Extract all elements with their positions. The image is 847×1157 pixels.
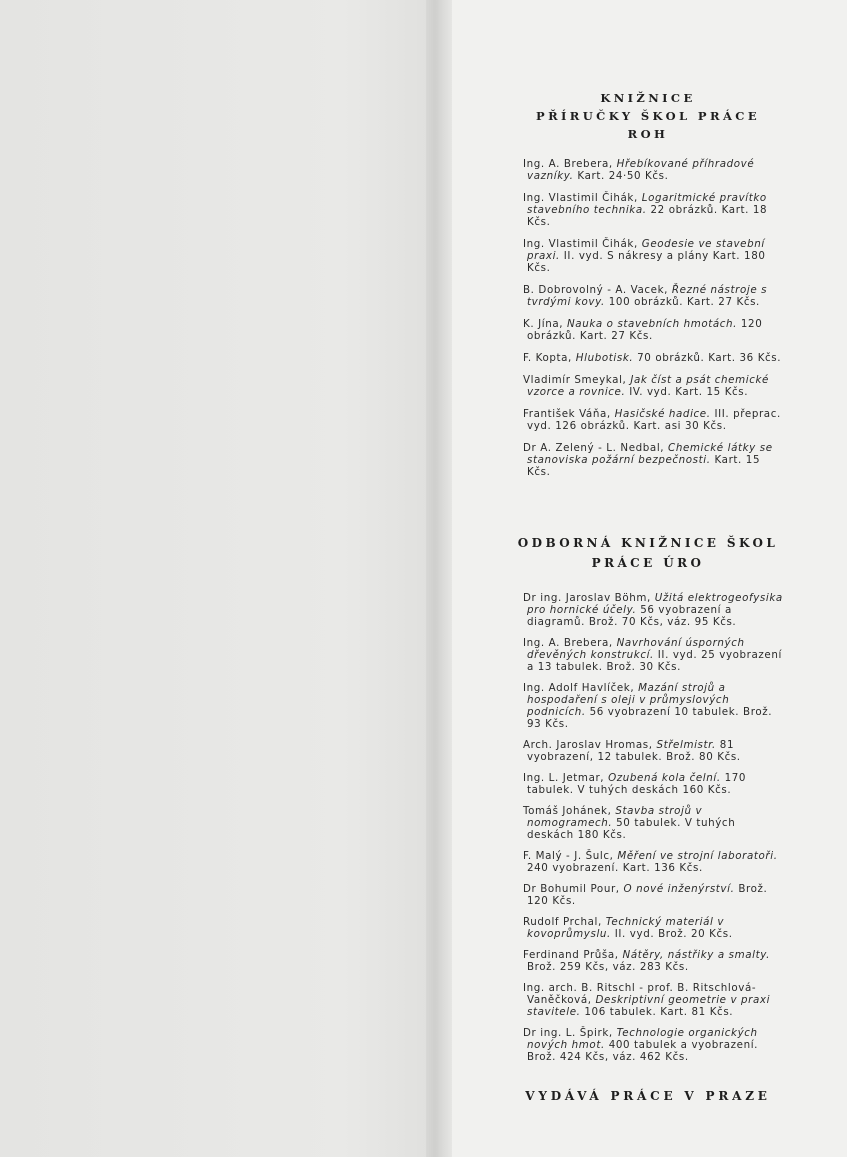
list-item: [519, 442, 785, 478]
publisher-line: VYDÁVÁ PRÁCE V PRAZE: [525, 1089, 771, 1103]
list-item: [519, 238, 785, 274]
entry-details: 400 tabulek a vyobrazení. Brož. 424 Kčs, váz. 462 Kčs.: [527, 1039, 759, 1063]
entry-title: Geodesie ve stavební praxi.: [527, 238, 765, 262]
entry-author: Dr A. Zelený - L. Nedbal,: [523, 442, 665, 454]
list-item: [519, 772, 785, 796]
section2-list: [519, 592, 785, 1072]
entry-author: Vladimír Smeykal,: [523, 374, 627, 386]
entry-author: Ing. Adolf Havlíček,: [523, 682, 635, 694]
entry-title: Hřebíkované příhradové vazníky.: [527, 158, 755, 182]
entry-author: Arch. Jaroslav Hromas,: [523, 739, 653, 751]
entry-author: Ing. Vlastimil Čihák,: [523, 238, 638, 250]
list-item: [519, 158, 785, 182]
list-item: [519, 1027, 785, 1063]
entry-author: Dr Bohumil Pour,: [523, 883, 620, 895]
entry-title: Deskriptivní geometrie v praxi stavitele.: [527, 994, 771, 1018]
list-item: [519, 916, 785, 940]
entry-details: Kart. 15 Kčs.: [527, 454, 761, 478]
entry-details: Brož. 259 Kčs, váz. 283 Kčs.: [527, 961, 689, 973]
list-item: [519, 192, 785, 228]
entry-details: 170 tabulek. V tuhých deskách 160 Kčs.: [527, 772, 747, 796]
section2-heading-line2: PRÁCE ÚRO: [591, 556, 705, 570]
entry-title: Stavba strojů v nomogramech.: [527, 805, 703, 829]
entry-details: 50 tabulek. V tuhých deskách 180 Kčs.: [527, 817, 736, 841]
list-item: [519, 805, 785, 841]
entry-details: III. přeprac. vyd. 126 obrázků. Kart. asi 30 Kčs.: [527, 408, 781, 432]
entry-author: B. Dobrovolný - A. Vacek,: [523, 284, 669, 296]
section2-heading-line1: ODBORNÁ KNIŽNICE ŠKOL: [517, 536, 779, 550]
entry-author: František Váňa,: [523, 408, 611, 420]
entry-title: Technický materiál v kovoprůmyslu.: [527, 916, 725, 940]
entry-details: 240 vyobrazení. Kart. 136 Kčs.: [527, 862, 703, 874]
entry-details: II. vyd. S nákresy a plány Kart. 180 Kčs.: [527, 250, 766, 274]
entry-details: 106 tabulek. Kart. 81 Kčs.: [584, 1006, 734, 1018]
list-item: [519, 949, 785, 973]
entry-author: Ing. A. Brebera,: [523, 158, 613, 170]
entry-author: Ing. arch. B. Ritschl - prof. B. Ritschlová-Vaněčková,: [523, 982, 757, 1006]
entry-details: Kart. 24·50 Kčs.: [577, 170, 669, 182]
entry-details: 81 vyobrazení, 12 tabulek. Brož. 80 Kčs.: [527, 739, 741, 763]
entry-title: Hlubotisk.: [575, 352, 634, 364]
entry-author: F. Malý - J. Šulc,: [523, 850, 614, 862]
list-item: [519, 637, 785, 673]
section1-heading-line1: KNIŽNICE: [600, 91, 696, 105]
section1-heading-line2: PŘÍRUČKY ŠKOL PRÁCE: [536, 109, 760, 123]
entry-title: Navrhování úsporných dřevěných konstrukcí.: [527, 637, 745, 661]
entry-details: 120 obrázků. Kart. 27 Kčs.: [527, 318, 763, 342]
entry-title: Užitá elektrogeofysika pro hornické účely.: [527, 592, 783, 616]
entry-title: Jak číst a psát chemické vzorce a rovnice.: [527, 374, 769, 398]
list-item: [519, 682, 785, 730]
entry-title: Měření ve strojní laboratoři.: [617, 850, 778, 862]
entry-title: Chemické látky se stanoviska požární bezpečnosti.: [527, 442, 773, 466]
entry-author: Ing. L. Jetmar,: [523, 772, 605, 784]
entry-details: 100 obrázků. Kart. 27 Kčs.: [608, 296, 760, 308]
list-item: [519, 284, 785, 308]
entry-details: 22 obrázků. Kart. 18 Kčs.: [527, 204, 768, 228]
entry-author: Dr ing. L. Špirk,: [523, 1027, 613, 1039]
list-item: [519, 982, 785, 1018]
entry-title: Mazání strojů a hospodaření s oleji v průmyslových podnicích.: [527, 682, 730, 718]
entry-details: IV. vyd. Kart. 15 Kčs.: [629, 386, 749, 398]
section1-heading-line3: ROH: [627, 127, 669, 141]
entry-author: K. Jína,: [523, 318, 564, 330]
entry-author: Tomáš Johánek,: [523, 805, 612, 817]
entry-title: Nauka o stavebních hmotách.: [566, 318, 738, 330]
section1-list: [519, 158, 785, 488]
list-item: [519, 850, 785, 874]
entry-author: Dr ing. Jaroslav Böhm,: [523, 592, 651, 604]
entry-details: II. vyd. 25 vyobrazení a 13 tabulek. Brož. 30 Kčs.: [527, 649, 782, 673]
list-item: [519, 408, 785, 432]
list-item: [519, 739, 785, 763]
entry-details: II. vyd. Brož. 20 Kčs.: [614, 928, 733, 940]
entry-author: F. Kopta,: [523, 352, 572, 364]
entry-title: Střelmistr.: [656, 739, 716, 751]
entry-author: Rudolf Prchal,: [523, 916, 602, 928]
entry-title: O nové inženýrství.: [623, 883, 735, 895]
list-item: [519, 352, 785, 364]
entry-title: Řezné nástroje s tvrdými kovy.: [527, 284, 768, 308]
entry-title: Logaritmické pravítko stavebního technika.: [527, 192, 767, 216]
entry-title: Hasičské hadice.: [614, 408, 711, 420]
entry-details: 56 vyobrazení 10 tabulek. Brož. 93 Kčs.: [527, 706, 773, 730]
entry-author: Ferdinand Průša,: [523, 949, 619, 961]
list-item: [519, 592, 785, 628]
entry-details: 70 obrázků. Kart. 36 Kčs.: [637, 352, 782, 364]
entry-author: Ing. A. Brebera,: [523, 637, 613, 649]
entry-title: Ozubená kola čelní.: [608, 772, 721, 784]
list-item: [519, 883, 785, 907]
entry-title: Nátěry, nástřiky a smalty.: [622, 949, 771, 961]
list-item: [519, 374, 785, 398]
entry-author: Ing. Vlastimil Čihák,: [523, 192, 638, 204]
entry-details: Brož. 120 Kčs.: [527, 883, 768, 907]
entry-details: 56 vyobrazení a diagramů. Brož. 70 Kčs, váz. 95 Kčs.: [527, 604, 737, 628]
list-item: [519, 318, 785, 342]
entry-title: Technologie organických nových hmot.: [527, 1027, 758, 1051]
